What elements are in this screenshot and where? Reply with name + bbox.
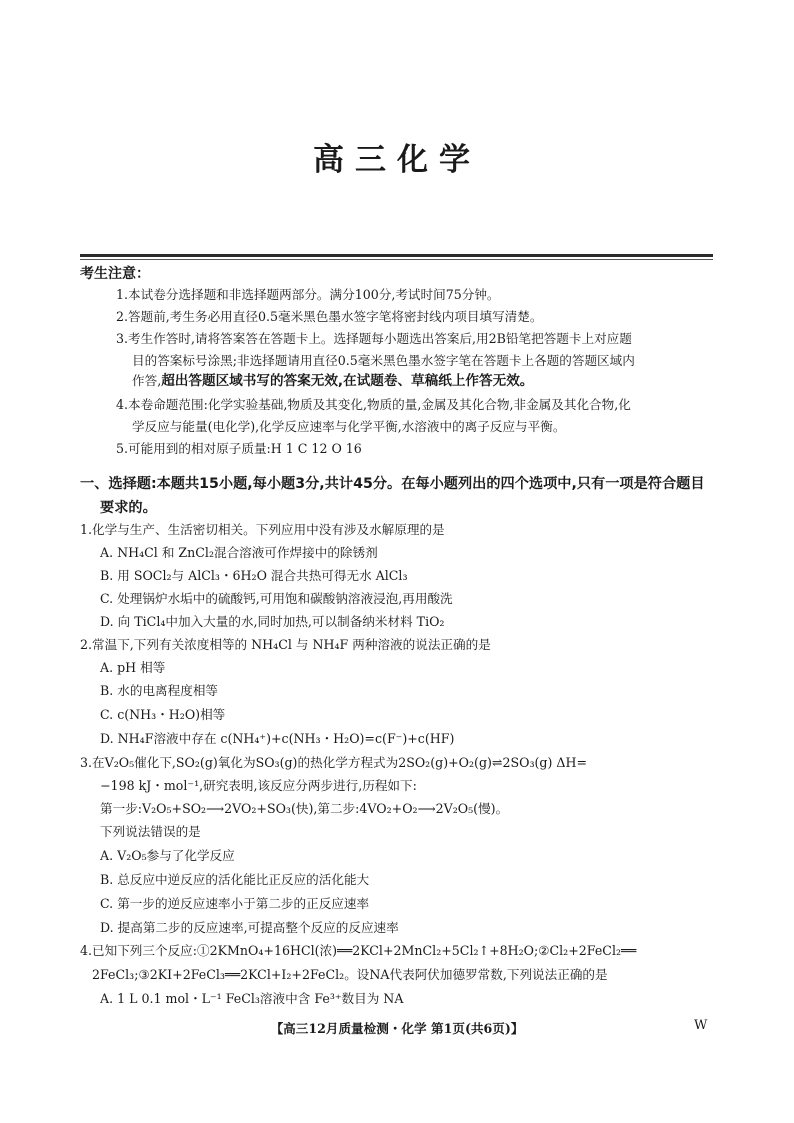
question-option: A. V₂O₅参与了化学反应 xyxy=(100,848,235,863)
question-option: B. 用 SOCl₂与 AlCl₃・6H₂O 混合共热可得无水 AlCl₃ xyxy=(100,568,408,583)
question-option: D. 提高第二步的反应速率,可提高整个反应的反应速率 xyxy=(100,920,399,935)
notice-line xyxy=(132,372,533,390)
question-option: A. NH₄Cl 和 ZnCl₂混合溶液可作焊接中的除锈剂 xyxy=(100,545,378,560)
section-heading: 要求的。 xyxy=(100,500,157,516)
question-stem: 3.在V₂O₅催化下,SO₂(g)氧化为SO₃(g)的热化学方程式为2SO₂(g)+O₂(g)⇌2SO₃(g) ΔH= xyxy=(80,755,588,770)
page-title: 高三化学 xyxy=(313,142,481,178)
notice-line: 3.考生作答时,请将答案答在答题卡上。选择题每小题选出答案后,用2B铅笔把答题卡上对应题 xyxy=(116,331,632,346)
question-option: B. 总反应中逆反应的活化能比正反应的活化能大 xyxy=(100,872,370,887)
question-stem: 第一步:V₂O₅+SO₂⟶2VO₂+SO₃(快),第二步:4VO₂+O₂⟶2V₂O₅(慢)。 xyxy=(100,801,509,816)
page-footer: 【高三12月质量检测・化学 第1页(共6页)】 xyxy=(270,1021,524,1036)
header-rule-thin xyxy=(80,259,713,260)
notice-text: 作答, xyxy=(132,373,162,388)
section-heading: 一、选择题:本题共15小题,每小题3分,共计45分。在每小题列出的四个选项中,只有一项是符合题目 xyxy=(80,476,705,492)
question-option: B. 水的电离程度相等 xyxy=(100,683,219,698)
notice-line: 5.可能用到的相对原子质量:H 1 C 12 O 16 xyxy=(116,441,362,456)
header-rule xyxy=(80,254,713,257)
question-option: A. 1 L 0.1 mol・L⁻¹ FeCl₃溶液中含 Fe³⁺数目为 NA xyxy=(100,991,404,1006)
question-option: C. c(NH₃・H₂O)相等 xyxy=(100,707,226,722)
question-stem: 2.常温下,下列有关浓度相等的 NH₄Cl 与 NH₄F 两种溶液的说法正确的是 xyxy=(80,637,491,652)
question-stem: −198 kJ・mol⁻¹,研究表明,该反应分两步进行,历程如下: xyxy=(100,778,417,793)
question-stem: 2FeCl₃;③2KI+2FeCl₃══2KCl+I₂+2FeCl₂。设NA代表阿伏加德罗常数,下列说法正确的是 xyxy=(92,967,608,982)
question-option: D. 向 TiCl₄中加入大量的水,同时加热,可以制备纳米材料 TiO₂ xyxy=(100,614,445,629)
question-stem: 4.已知下列三个反应:①2KMnO₄+16HCl(浓)══2KCl+2MnCl₂+5Cl₂↑+8H₂O;②Cl₂+2FeCl₂══ xyxy=(80,943,637,958)
question-option: C. 第一步的逆反应速率小于第二步的正反应速率 xyxy=(100,896,370,911)
question-option: D. NH₄F溶液中存在 c(NH₄⁺)+c(NH₃・H₂O)=c(F⁻)+c(HF) xyxy=(100,731,455,746)
notice-line: 1.本试卷分选择题和非选择题两部分。满分100分,考试时间75分钟。 xyxy=(116,287,500,302)
notice-line: 2.答题前,考生务必用直径0.5毫米黑色墨水签字笔将密封线内项目填写清楚。 xyxy=(116,309,543,324)
notice-heading: 考生注意： xyxy=(80,266,150,282)
question-option: A. pH 相等 xyxy=(100,660,166,675)
footer-code: W xyxy=(694,1018,708,1033)
question-stem: 1.化学与生产、生活密切相关。下列应用中没有涉及水解原理的是 xyxy=(80,522,445,537)
notice-line: 学反应与能量(电化学),化学反应速率与化学平衡,水溶液中的离子反应与平衡。 xyxy=(132,419,566,434)
notice-line: 目的答案标号涂黑;非选择题请用直径0.5毫米黑色墨水签字笔在答题卡上各题的答题区域内 xyxy=(132,353,635,368)
notice-emphasis: 超出答题区域书写的答案无效,在试题卷、草稿纸上作答无效。 xyxy=(161,373,534,389)
question-stem: 下列说法错误的是 xyxy=(100,824,201,839)
notice-line: 4.本卷命题范围:化学实验基础,物质及其变化,物质的量,金属及其化合物,非金属及其化合物,化 xyxy=(116,397,631,412)
question-option: C. 处理锅炉水垢中的硫酸钙,可用饱和碳酸钠溶液浸泡,再用酸洗 xyxy=(100,591,453,606)
